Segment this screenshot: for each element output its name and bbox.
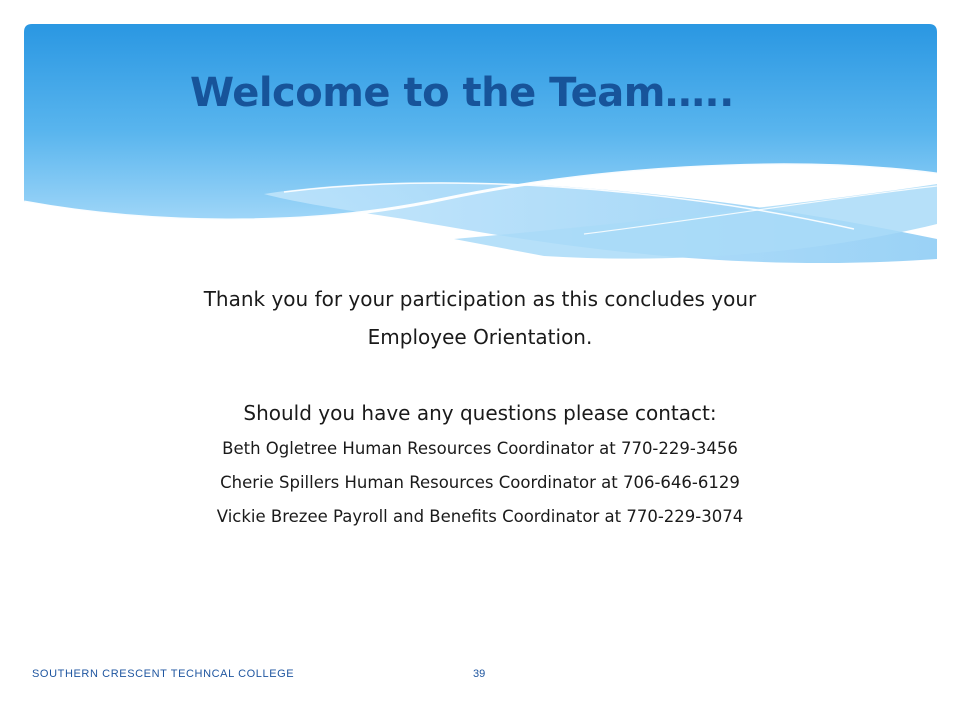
thanks-line-2: Employee Orientation. xyxy=(367,325,593,349)
wave-banner-graphic xyxy=(24,24,937,274)
contact-heading: Should you have any questions please contact: xyxy=(243,401,717,425)
contact-line: Cherie Spillers Human Resources Coordinator at 706-646-6129 xyxy=(220,473,740,492)
footer-page-number: 39 xyxy=(473,668,486,680)
slide-body xyxy=(0,280,960,534)
footer-college-name: SOUTHERN CRESCENT TECHNCAL COLLEGE xyxy=(32,668,295,680)
contact-line: Vickie Brezee Payroll and Benefits Coordinator at 770-229-3074 xyxy=(216,507,744,526)
contact-line: Beth Ogletree Human Resources Coordinator at 770-229-3456 xyxy=(222,439,738,458)
thanks-line-1: Thank you for your participation as this concludes your xyxy=(203,287,757,311)
header-banner xyxy=(24,24,937,274)
slide-title: Welcome to the Team….. xyxy=(190,70,734,116)
